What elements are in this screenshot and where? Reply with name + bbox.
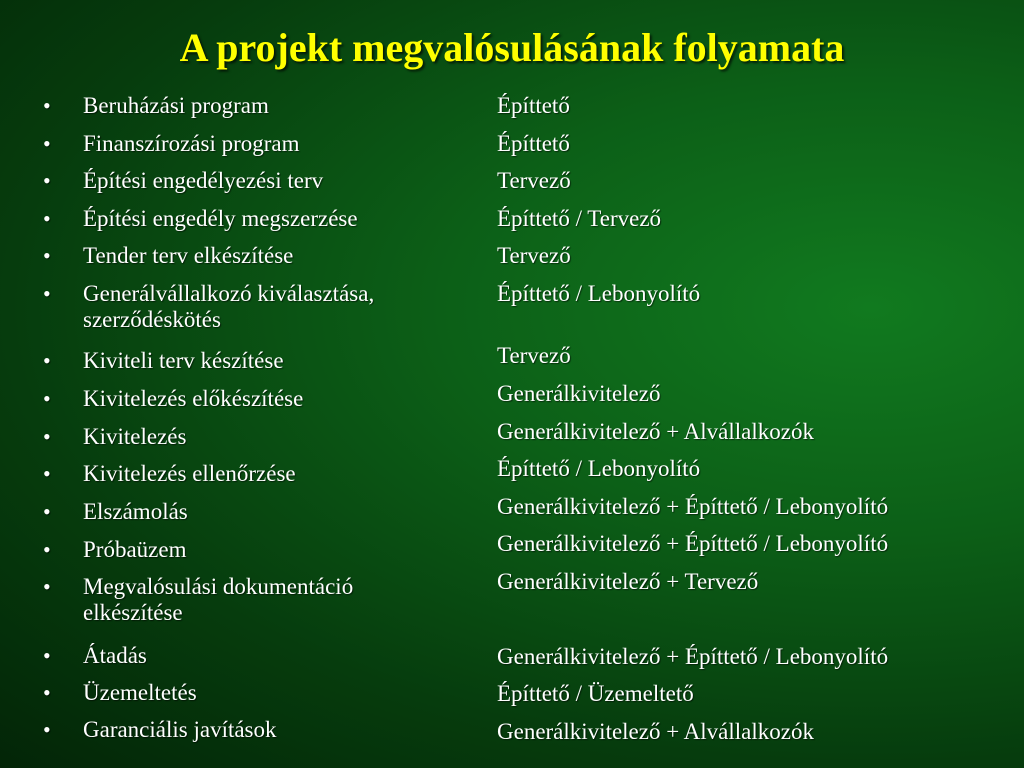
bullet-icon: •: [43, 680, 51, 705]
task-item: Építési engedélyezési terv: [83, 168, 324, 193]
responsible-item: Generálkivitelező + Tervező: [497, 569, 759, 594]
responsible-item: Építtető / Üzemeltető: [497, 681, 694, 706]
responsible-item: Építtető / Lebonyolító: [497, 456, 701, 481]
responsible-item: Tervező: [497, 343, 571, 368]
task-item: Üzemeltetés: [83, 680, 197, 705]
task-item: Kivitelezés: [83, 424, 187, 449]
bullet-icon: •: [43, 424, 51, 449]
task-item: Kiviteli terv készítése: [83, 348, 284, 373]
responsible-item: Generálkivitelező + Alvállalkozók: [497, 719, 814, 744]
bullet-icon: •: [43, 643, 51, 668]
task-item: Elszámolás: [83, 499, 188, 524]
task-item: Kivitelezés előkészítése: [83, 386, 304, 411]
responsible-item: Generálkivitelező + Építtető / Lebonyolító: [497, 644, 889, 669]
task-item: Garanciális javítások: [83, 717, 277, 742]
responsible-item: Generálkivitelező: [497, 381, 661, 406]
bullet-icon: •: [43, 206, 51, 231]
task-item: Építési engedély megszerzése: [83, 206, 358, 231]
task-list: [0, 0, 480, 768]
bullet-icon: •: [43, 717, 51, 742]
task-item: Átadás: [83, 643, 147, 668]
responsible-item: Generálkivitelező + Építtető / Lebonyolító: [497, 494, 889, 519]
task-item: Próbaüzem: [83, 537, 187, 562]
task-item: Finanszírozási program: [83, 131, 300, 156]
bullet-icon: •: [43, 537, 51, 562]
task-item: Generálvállalkozó kiválasztása, szerződéskötés: [83, 281, 375, 332]
slide-title: A projekt megvalósulásának folyamata: [179, 25, 845, 70]
bullet-icon: •: [43, 386, 51, 411]
task-item: Megvalósulási dokumentáció elkészítése: [83, 574, 354, 625]
bullet-icon: •: [43, 499, 51, 524]
bullet-icon: •: [43, 348, 51, 373]
task-item: Beruházási program: [83, 93, 269, 118]
bullet-icon: •: [43, 281, 51, 306]
responsible-item: Generálkivitelező + Alvállalkozók: [497, 419, 814, 444]
bullet-icon: •: [43, 93, 51, 118]
responsible-list: [497, 0, 1017, 768]
bullet-icon: •: [43, 243, 51, 268]
responsible-item: Tervező: [497, 243, 571, 268]
bullet-icon: •: [43, 574, 51, 599]
responsible-item: Generálkivitelező + Építtető / Lebonyolító: [497, 531, 889, 556]
bullet-icon: •: [43, 461, 51, 486]
bullet-icon: •: [43, 168, 51, 193]
responsible-item: Tervező: [497, 168, 571, 193]
responsible-item: Építtető: [497, 131, 570, 156]
task-item: Tender terv elkészítése: [83, 243, 294, 268]
task-item: Kivitelezés ellenőrzése: [83, 461, 296, 486]
responsible-item: Építtető: [497, 93, 570, 118]
bullet-icon: •: [43, 131, 51, 156]
responsible-item: Építtető / Lebonyolító: [497, 281, 701, 306]
responsible-item: Építtető / Tervező: [497, 206, 662, 231]
